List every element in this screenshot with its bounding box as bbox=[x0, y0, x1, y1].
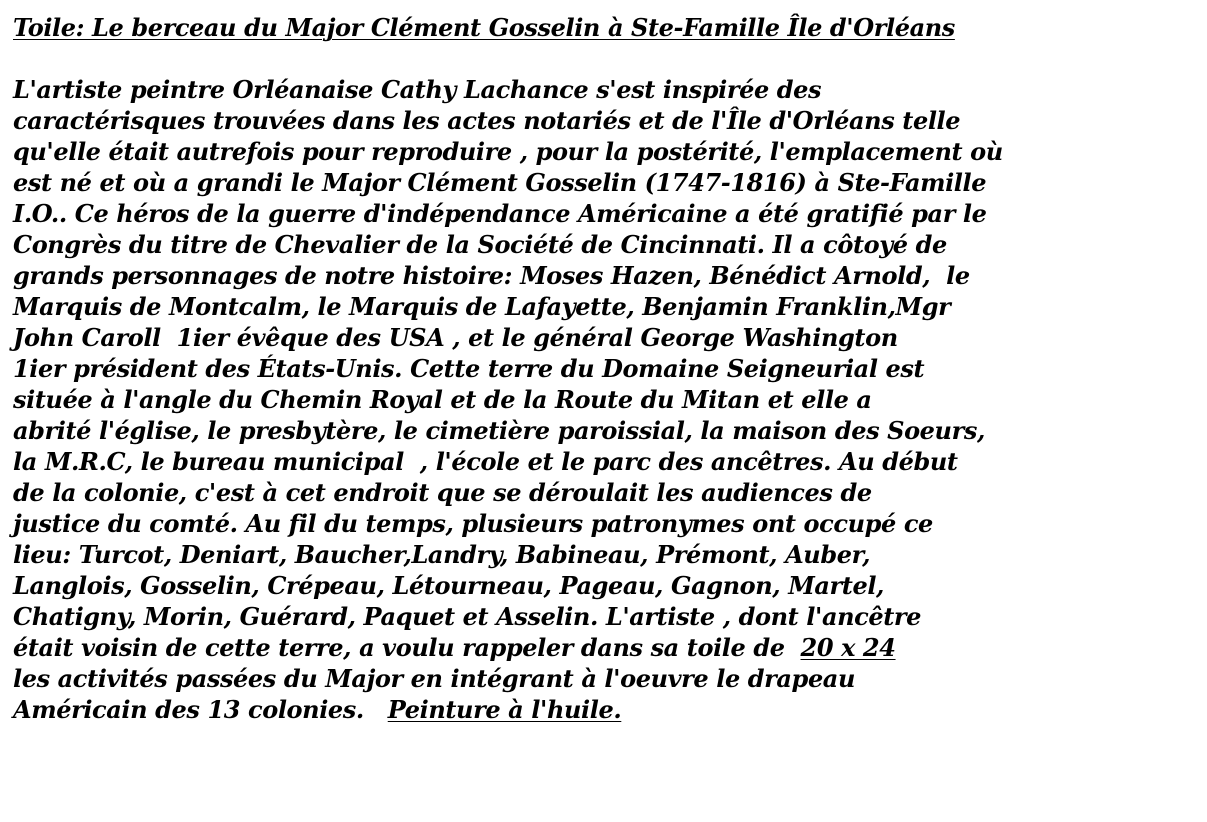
paragraph-gap bbox=[13, 44, 1193, 74]
canvas-size: 20 x 24 bbox=[800, 633, 896, 662]
text-line-17: Langlois, Gosselin, Crépeau, Létourneau, Pageau, Gagnon, Martel, bbox=[13, 571, 885, 600]
text-line-11: située à l'angle du Chemin Royal et de la Route du Mitan et elle a bbox=[13, 385, 872, 414]
text-line-16: lieu: Turcot, Deniart, Baucher,Landry, Babineau, Prémont, Auber, bbox=[13, 540, 871, 569]
document-title: Toile: Le berceau du Major Clément Gosselin à Ste-Famille Île d'Orléans bbox=[13, 13, 955, 42]
text-line-6: Congrès du titre de Chevalier de la Société de Cincinnati. Il a côtoyé de bbox=[13, 230, 947, 259]
text-line-10: 1ier président des États-Unis. Cette terre du Domaine Seigneurial est bbox=[13, 354, 925, 383]
text-line-14: de la colonie, c'est à cet endroit que se déroulait les audiences de bbox=[13, 478, 872, 507]
text-line-18: Chatigny, Morin, Guérard, Paquet et Asselin. L'artiste , dont l'ancêtre bbox=[13, 602, 922, 631]
text-line-9: John Caroll 1ier évêque des USA , et le général George Washington bbox=[13, 323, 898, 352]
text-line-20: les activités passées du Major en intégrant à l'oeuvre le drapeau bbox=[13, 664, 856, 693]
text-line-1: L'artiste peintre Orléanaise Cathy Lachance s'est inspirée des bbox=[13, 75, 822, 104]
text-line-13: la M.R.C, le bureau municipal , l'école et le parc des ancêtres. Au début bbox=[13, 447, 958, 476]
text-line-7: grands personnages de notre histoire: Moses Hazen, Bénédict Arnold, le bbox=[13, 261, 970, 290]
text-line-5: I.O.. Ce héros de la guerre d'indépendance Américaine a été gratifié par le bbox=[13, 199, 987, 228]
text-line-21 bbox=[13, 694, 1193, 725]
text-line-3: qu'elle était autrefois pour reproduire , pour la postérité, l'emplacement où bbox=[13, 137, 1003, 166]
text-line-8: Marquis de Montcalm, le Marquis de Lafayette, Benjamin Franklin,Mgr bbox=[13, 292, 951, 321]
text-line-19 bbox=[13, 632, 1193, 663]
text-line-15: justice du comté. Au fil du temps, plusieurs patronymes ont occupé ce bbox=[13, 509, 933, 538]
text-line-2: caractérisques trouvées dans les actes notariés et de l'Île d'Orléans telle bbox=[13, 106, 961, 135]
text-line-12: abrité l'église, le presbytère, le cimetière paroissial, la maison des Soeurs, bbox=[13, 416, 985, 445]
document-paragraph bbox=[13, 74, 1193, 725]
text-line-19-body: était voisin de cette terre, a voulu rappeler dans sa toile de bbox=[13, 633, 801, 662]
text-line-4: est né et où a grandi le Major Clément Gosselin (1747-1816) à Ste-Famille bbox=[13, 168, 987, 197]
medium-label: Peinture à l'huile. bbox=[387, 695, 622, 724]
text-line-21-body: Américain des 13 colonies. bbox=[13, 695, 388, 724]
document-body bbox=[13, 12, 1193, 725]
